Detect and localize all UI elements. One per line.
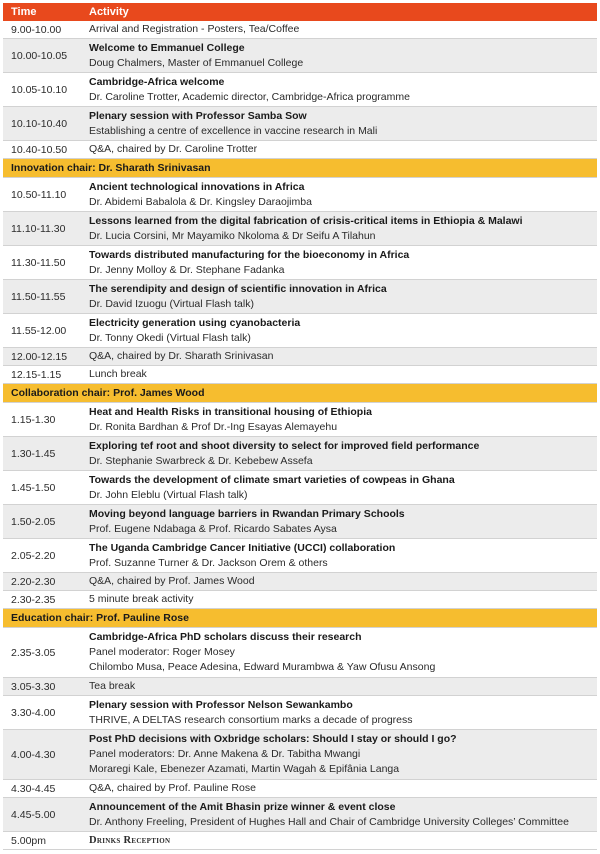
time-cell: 10.05-10.10 [11, 83, 68, 96]
schedule-row [3, 573, 597, 591]
time-cell: 4.45-5.00 [11, 808, 56, 821]
session-detail: Chilombo Musa, Peace Adesina, Edward Murambwa & Yaw Ofusu Ansong [89, 661, 436, 673]
session-title: Cambridge-Africa PhD scholars discuss their research [89, 631, 362, 643]
table-header [3, 3, 597, 21]
time-cell: 3.30-4.00 [11, 706, 56, 719]
session-title: Plenary session with Professor Nelson Sewankambo [89, 698, 353, 711]
time-cell: 1.15-1.30 [11, 413, 56, 426]
activity-cell [85, 780, 597, 797]
time-cell: 2.20-2.30 [11, 575, 56, 588]
schedule-row [3, 280, 597, 314]
session-detail: Dr. Tonny Okedi (Virtual Flash talk) [89, 331, 251, 344]
session-detail: Dr. David Izuogu (Virtual Flash talk) [89, 297, 254, 310]
session-detail: Q&A, chaired by Prof. James Wood [89, 575, 255, 587]
session-title: Announcement of the Amit Bhasin prize winner & event close [89, 800, 396, 813]
time-cell: 10.50-11.10 [11, 188, 67, 201]
session-detail: Dr. Lucia Corsini, Mr Mayamiko Nkoloma & Dr Seifu A Tilahun [89, 229, 376, 242]
time-cell: 10.40-10.50 [11, 143, 68, 156]
session-title: Welcome to Emmanuel College [89, 41, 245, 54]
activity-cell [85, 314, 597, 347]
activity-cell [85, 39, 597, 72]
session-detail: Prof. Eugene Ndabaga & Prof. Ricardo Sabates Aysa [89, 522, 337, 535]
session-chair-banner: Education chair: Prof. Pauline Rose [3, 609, 597, 628]
schedule-row [3, 212, 597, 246]
session-detail: Panel moderator: Roger Mosey [89, 646, 235, 658]
activity-cell [85, 591, 597, 608]
session-detail: Panel moderators: Dr. Anne Makena & Dr. Tabitha Mwangi [89, 748, 361, 760]
session-title: Towards the development of climate smart varieties of cowpeas in Ghana [89, 473, 455, 486]
activity-cell [85, 73, 597, 106]
activity-cell [85, 178, 597, 211]
session-detail: Arrival and Registration - Posters, Tea/Coffee [89, 23, 300, 35]
time-cell: 11.50-11.55 [11, 290, 66, 303]
session-chair-banner: Innovation chair: Dr. Sharath Srinivasan [3, 159, 597, 178]
time-cell: 12.00-12.15 [11, 350, 68, 363]
activity-cell [85, 21, 597, 38]
schedule-row [3, 798, 597, 832]
activity-cell [85, 505, 597, 538]
activity-cell [85, 678, 597, 695]
schedule-row [3, 505, 597, 539]
activity-cell [85, 471, 597, 504]
time-cell: 1.45-1.50 [11, 481, 56, 494]
session-detail: Tea break [89, 680, 136, 692]
session-detail: Lunch break [89, 368, 147, 380]
session-detail: Doug Chalmers, Master of Emmanuel College [89, 56, 304, 69]
session-title: Heat and Health Risks in transitional housing of Ethiopia [89, 405, 372, 418]
activity-cell [85, 246, 597, 279]
session-detail: Dr. Stephanie Swarbreck & Dr. Kebebew Assefa [89, 454, 313, 467]
session-title: Post PhD decisions with Oxbridge scholars: Should I stay or should I go? [89, 733, 457, 745]
session-detail: Q&A, chaired by Prof. Pauline Rose [89, 782, 256, 794]
time-cell: 5.00pm [11, 834, 47, 847]
session-title: Plenary session with Professor Samba Sow [89, 109, 307, 122]
activity-cell [85, 832, 597, 849]
time-cell: 11.55-12.00 [11, 324, 67, 337]
session-detail: Dr. Jenny Molloy & Dr. Stephane Fadanka [89, 263, 285, 276]
session-detail: THRIVE, A DELTAS research consortium marks a decade of progress [89, 713, 413, 726]
schedule-row [3, 591, 597, 609]
activity-cell [85, 366, 597, 383]
time-cell: 2.30-2.35 [11, 593, 56, 606]
schedule-row [3, 403, 597, 437]
session-detail: Dr. Caroline Trotter, Academic director, Cambridge-Africa programme [89, 90, 410, 103]
time-cell: 12.15-1.15 [11, 368, 62, 381]
time-cell: 3.05-3.30 [11, 680, 56, 693]
session-title: Cambridge-Africa welcome [89, 75, 225, 88]
schedule-row [3, 678, 597, 696]
time-column-header: Time [11, 6, 37, 18]
activity-cell [85, 539, 597, 572]
time-cell: 4.30-4.45 [11, 782, 56, 795]
activity-cell [85, 403, 597, 436]
activity-cell [85, 730, 597, 779]
time-cell: 10.10-10.40 [11, 117, 68, 130]
activity-cell [85, 280, 597, 313]
session-title: The Uganda Cambridge Cancer Initiative (UCCI) collaboration [89, 541, 396, 554]
activity-cell [85, 573, 597, 590]
schedule-row [3, 780, 597, 798]
schedule-row [3, 39, 597, 73]
activity-column-header: Activity [89, 6, 129, 18]
session-detail: Dr. Anthony Freeling, President of Hughes Hall and Chair of Cambridge University Colleges’ Committee [89, 815, 569, 828]
session-detail: Moraregi Kale, Ebenezer Azamati, Martin Wagah & Epifânia Langa [89, 763, 400, 775]
session-title: The serendipity and design of scientific innovation in Africa [89, 282, 387, 295]
schedule-row [3, 107, 597, 141]
time-cell: 9.00-10.00 [11, 23, 62, 36]
schedule-row [3, 21, 597, 39]
session-detail: Q&A, chaired by Dr. Caroline Trotter [89, 143, 258, 155]
session-title: Exploring tef root and shoot diversity to select for improved field performance [89, 439, 480, 452]
activity-cell [85, 798, 597, 831]
schedule-row [3, 178, 597, 212]
session-title: Electricity generation using cyanobacteria [89, 316, 301, 329]
schedule-row [3, 628, 597, 678]
session-chair-banner: Collaboration chair: Prof. James Wood [3, 384, 597, 403]
session-title: Moving beyond language barriers in Rwandan Primary Schools [89, 507, 405, 520]
session-detail: 5 minute break activity [89, 593, 194, 605]
activity-cell [85, 141, 597, 158]
session-detail: Dr. Ronita Bardhan & Prof Dr.-Ing Esayas Alemayehu [89, 420, 338, 433]
time-cell: 11.30-11.50 [11, 256, 66, 269]
session-title: Lessons learned from the digital fabrication of crisis-critical items in Ethiopia & Malawi [89, 214, 523, 227]
activity-cell [85, 696, 597, 729]
session-detail: Establishing a centre of excellence in vaccine research in Mali [89, 124, 378, 137]
schedule-row [3, 246, 597, 280]
time-cell: 4.00-4.30 [11, 748, 56, 761]
schedule-row [3, 141, 597, 159]
schedule-row [3, 539, 597, 573]
session-title: Towards distributed manufacturing for the bioeconomy in Africa [89, 248, 410, 261]
time-cell: 1.30-1.45 [11, 447, 56, 460]
session-detail: Prof. Suzanne Turner & Dr. Jackson Orem & others [89, 556, 328, 569]
schedule-rows [3, 21, 597, 850]
closing-text: Drinks Reception [89, 835, 171, 846]
activity-cell [85, 348, 597, 365]
schedule-row [3, 471, 597, 505]
activity-cell [85, 212, 597, 245]
schedule-table [3, 3, 597, 850]
schedule-row [3, 366, 597, 384]
time-cell: 11.10-11.30 [11, 222, 66, 235]
schedule-row [3, 314, 597, 348]
session-detail: Dr. John Eleblu (Virtual Flash talk) [89, 488, 248, 501]
session-detail: Q&A, chaired by Dr. Sharath Srinivasan [89, 350, 274, 362]
schedule-row [3, 730, 597, 780]
schedule-row [3, 696, 597, 730]
activity-cell [85, 437, 597, 470]
schedule-row [3, 348, 597, 366]
time-cell: 10.00-10.05 [11, 49, 68, 62]
activity-cell [85, 628, 597, 677]
closing-row [3, 832, 597, 850]
schedule-row [3, 437, 597, 471]
session-title: Ancient technological innovations in Africa [89, 180, 305, 193]
time-cell: 2.35-3.05 [11, 646, 56, 659]
time-cell: 1.50-2.05 [11, 515, 56, 528]
time-cell: 2.05-2.20 [11, 549, 56, 562]
session-detail: Dr. Abidemi Babalola & Dr. Kingsley Daraojimba [89, 195, 312, 208]
activity-cell [85, 107, 597, 140]
schedule-row [3, 73, 597, 107]
